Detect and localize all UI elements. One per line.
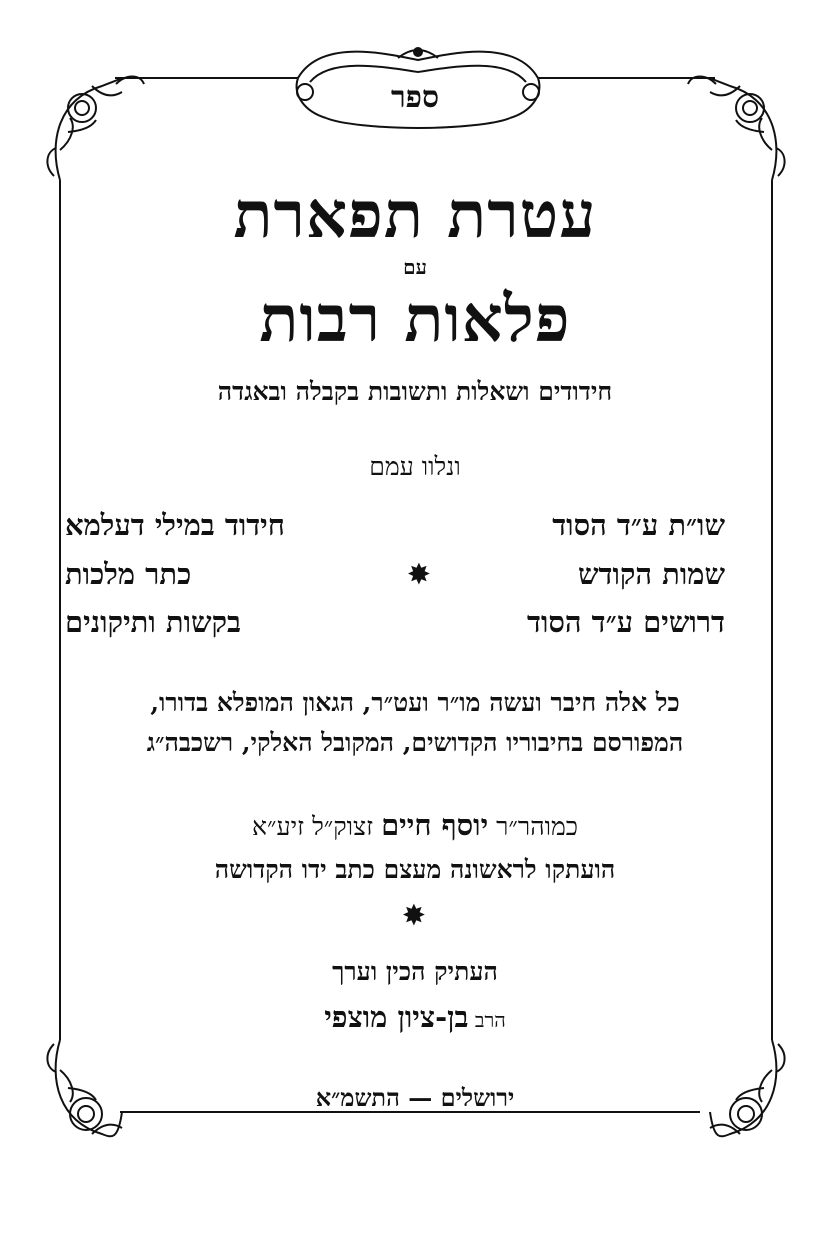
title-connector: עם <box>403 255 427 279</box>
rabbi-prefix: כמוהר״ר <box>496 812 579 841</box>
editor-intro: העתיק הכין וערך <box>332 957 498 986</box>
rabbi-line <box>0 808 830 843</box>
attached-works-label: ונלוו עמם <box>369 452 461 481</box>
work-item-left-2: כתר מלכות <box>65 557 192 591</box>
editor-title: הרב <box>474 1008 506 1032</box>
author-description-line1: כל אלה חיבר ועשה מו״ר ועט״ר, הגאון המופלא בדורו, <box>150 688 680 717</box>
book-title-line2: פלאות רבות <box>259 282 571 357</box>
editor-name: בן-ציון מוצפי <box>324 1000 469 1034</box>
work-item-left-3: בקשות ותיקונים <box>65 605 242 639</box>
rabbi-name: יוסף חיים <box>381 808 489 842</box>
work-item-right-1: שו״ת ע״ד הסוד <box>552 508 725 542</box>
works-separator-star-icon: ✸ <box>408 560 430 590</box>
sefer-label: ספר <box>390 80 440 115</box>
book-subtitle: חידודים ושאלות ותשובות בקבלה ובאגדה <box>217 377 613 406</box>
work-item-right-2: שמות הקודש <box>577 557 725 591</box>
copied-note: הועתקו לראשונה מעצם כתב ידו הקדושה <box>214 855 616 884</box>
work-item-right-3: דרושים ע״ד הסוד <box>527 605 725 639</box>
editor-line <box>0 1000 830 1035</box>
imprint-place-year: ירושלים — התשמ״א <box>315 1083 515 1112</box>
author-description-line2: המפורסם בחיבוריו הקדושים, המקובל האלקי, רשכבה״ג <box>146 728 684 757</box>
rabbi-suffix: זצוק״ל זיע״א <box>251 812 374 841</box>
section-separator-star-icon: ✸ <box>403 901 425 931</box>
book-title-line1: עטרת תפארת <box>233 178 597 253</box>
work-item-left-1: חידוד במילי דעלמא <box>65 508 285 542</box>
